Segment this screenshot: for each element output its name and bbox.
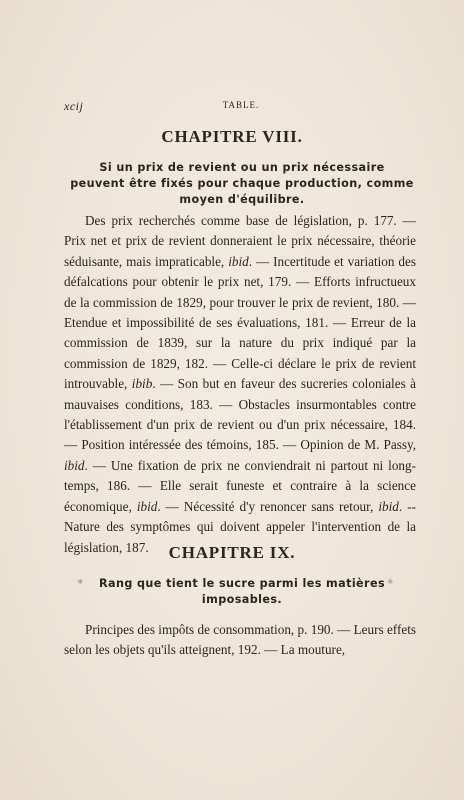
text-run: . -- Nature des symptômes qui doivent appeler l'intervention de la législation, 187. bbox=[64, 498, 417, 555]
italic-ref: ibid bbox=[378, 498, 399, 514]
decorative-ornament: ⁕ bbox=[76, 577, 85, 588]
text-run: Des prix recherchés comme base de législation, p. 177. — Prix net et prix de revient donneraient le prix nécessaire, théorie séduisante, mais impraticable, bbox=[64, 213, 416, 269]
italic-ref: ibid bbox=[228, 253, 249, 269]
italic-ref: ibid bbox=[136, 498, 158, 514]
chapter-8-title: CHAPITRE VIII. bbox=[161, 127, 303, 146]
running-head bbox=[64, 99, 418, 113]
chapter-9-subtitle: Rang que tient le sucre parmi les matières imposables. bbox=[98, 577, 385, 606]
text-run: . — Incertitude et variation des défalcations pour obtenir le prix net, 179. — Efforts infructueux de la commission de 1829, pour trouver le prix de revient, 180. — Etendue et impossibilité de ses évaluations, 181. — Erreur de la commission de 1839, sur la nature du prix indiqué par la commission de 1829, 182. — Celle-ci déclare le prix de revient introuvable, bbox=[64, 253, 416, 392]
chapter-8-paragraph bbox=[64, 211, 416, 558]
chapter-8-subtitle: Si un prix de revient ou un prix nécessaire peuvent être fixés pour chaque production, comme moyen d'équilibre. bbox=[70, 161, 414, 206]
text-run: . — Une fixation de prix ne conviendrait ni partout ni long-temps, 186. — Elle serait funeste et contraire à la science économique, bbox=[64, 457, 416, 514]
running-title: TABLE. bbox=[222, 100, 260, 110]
italic-ref: ibid bbox=[64, 457, 85, 473]
italic-ref: ibib bbox=[131, 376, 153, 392]
page-number: xcij bbox=[64, 99, 84, 113]
chapter-9-title: CHAPITRE IX. bbox=[168, 543, 296, 562]
text-run: . — Son but en faveur des sucreries coloniales à mauvaises conditions, 183. — Obstacles insurmontables contre l'établissement d'un prix de revient ou d'un prix nécessaire, 184. — Position intéressée des témoins, 185. — Opinion de M. Passy, bbox=[64, 376, 416, 453]
text-run: . — Nécessité d'y renoncer sans retour, bbox=[157, 498, 379, 514]
chapter-9-paragraph: Principes des impôts de consommation, p. 190. — Leurs effets selon les objets qu'ils atteignent, 192. — La mouture, bbox=[64, 622, 416, 658]
decorative-ornament: ⁕ bbox=[386, 577, 395, 588]
